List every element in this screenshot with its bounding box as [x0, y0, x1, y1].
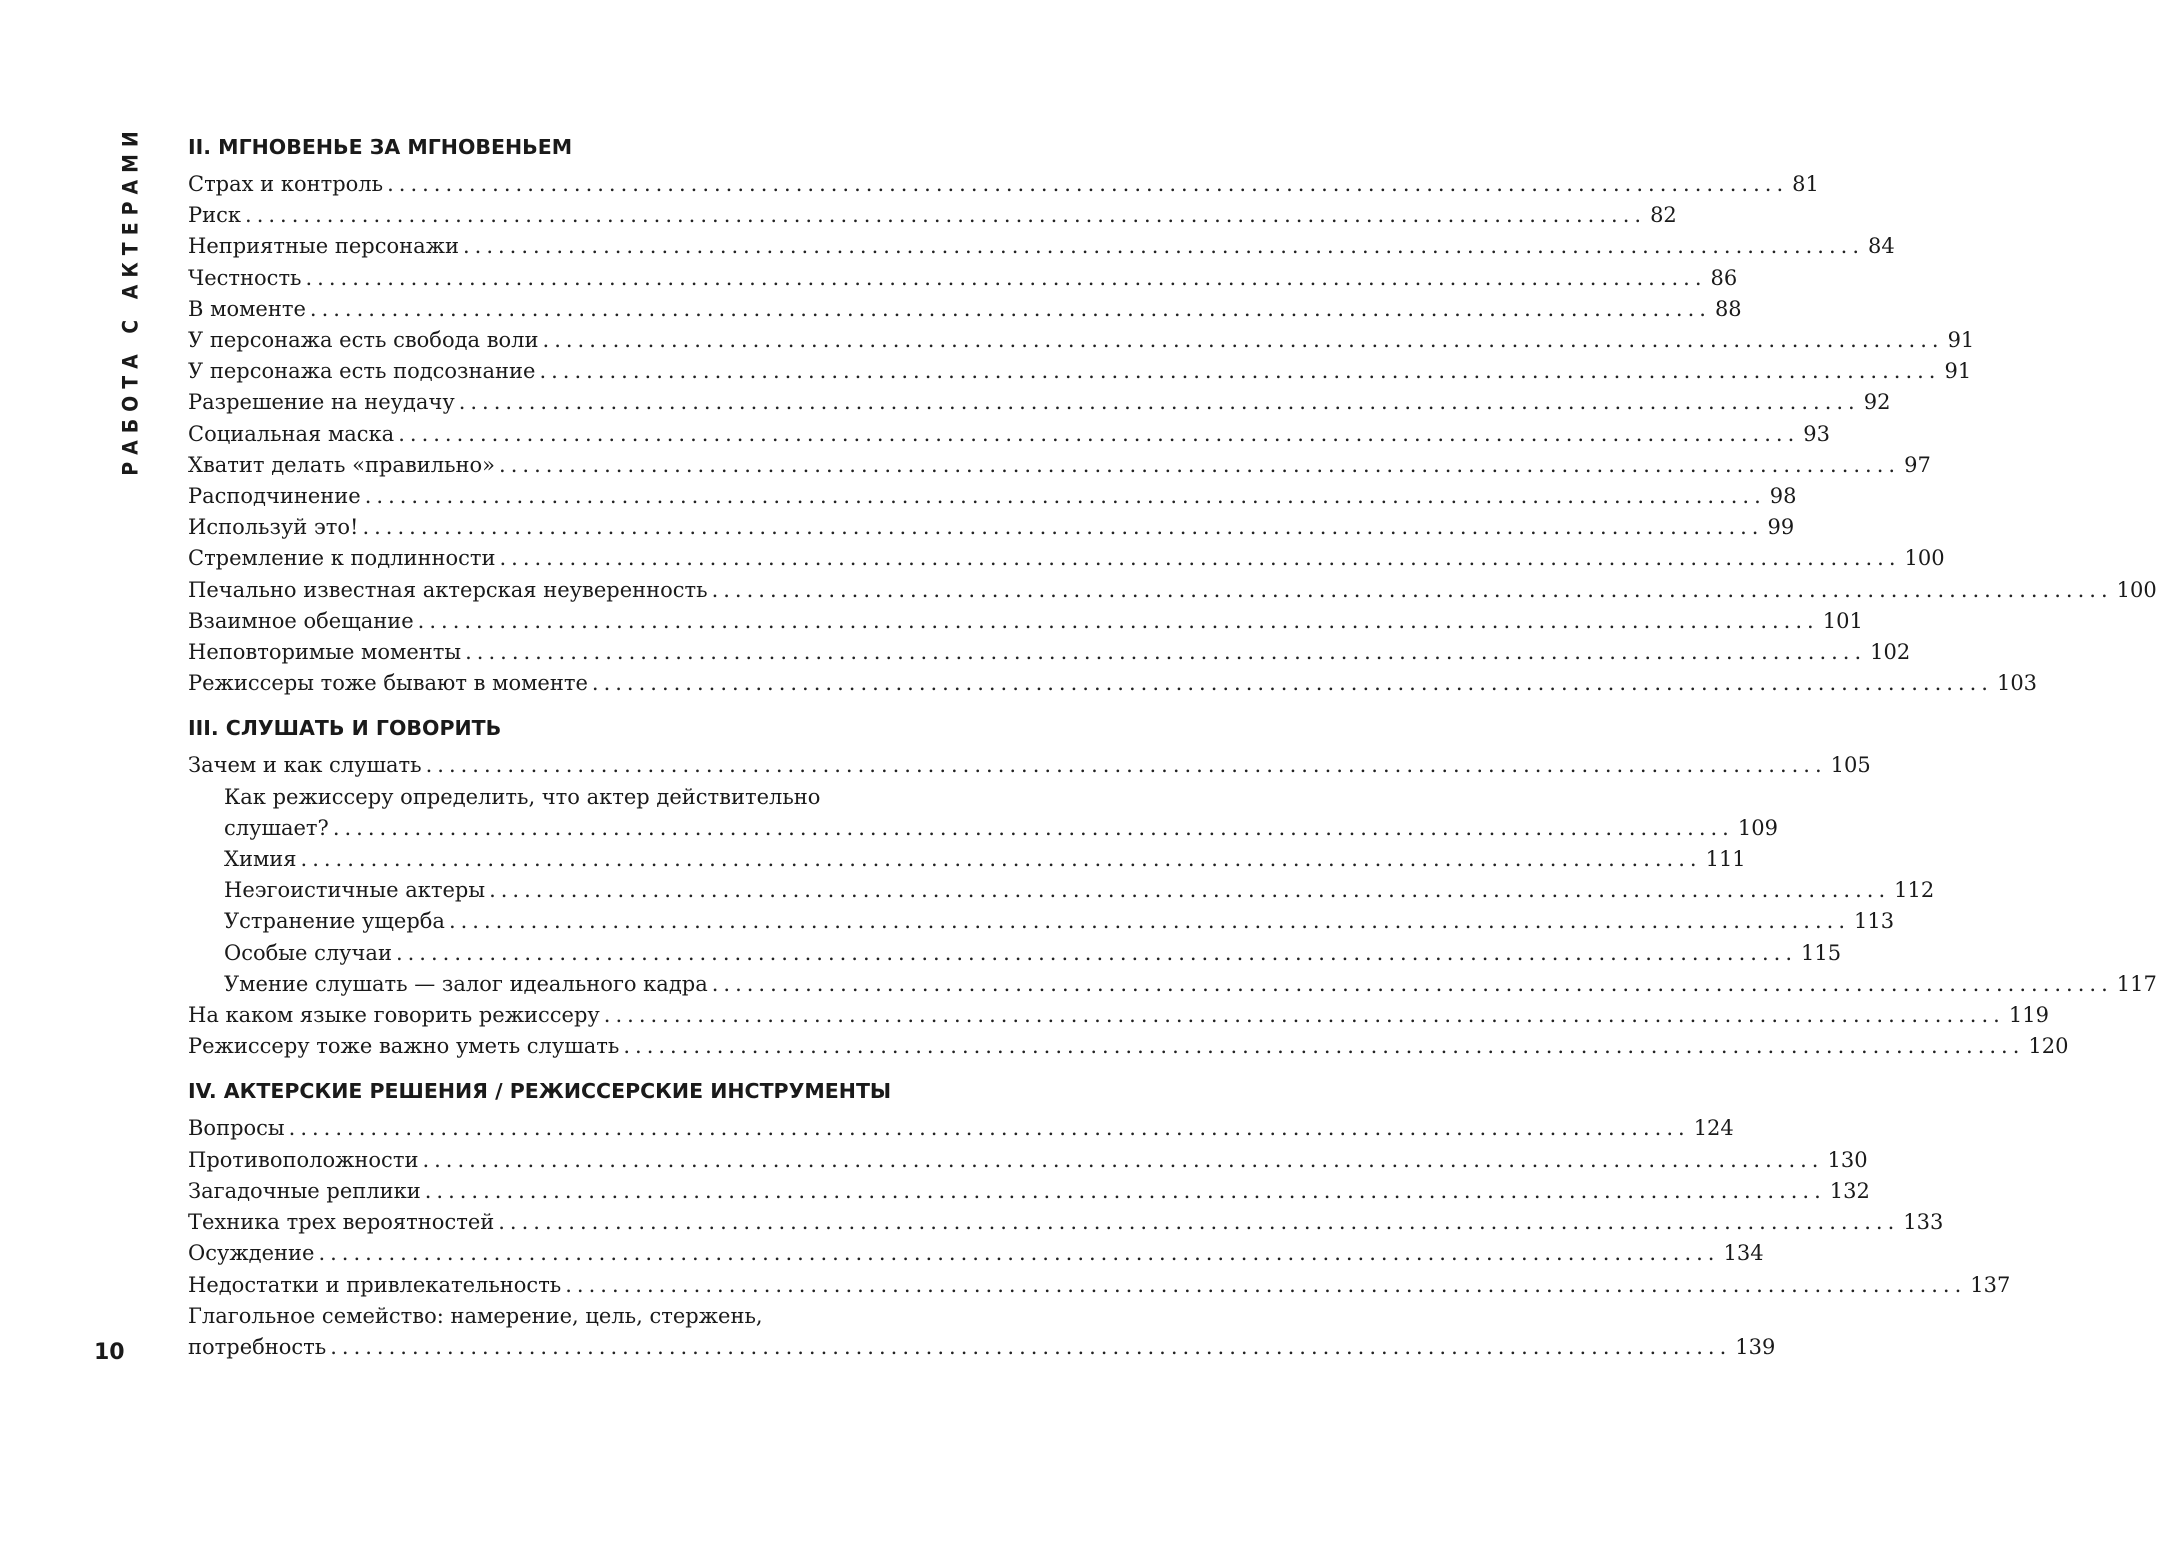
entry-title: В моменте [188, 296, 306, 321]
entry-title-line: Глагольное семейство: намерение, цель, стержень, [188, 1303, 763, 1328]
toc-entry [188, 1270, 2011, 1301]
toc-section [188, 713, 2157, 1062]
dot-leader: ........................................................................................................................ [542, 328, 1944, 353]
entry-title: Особые случаи [224, 940, 392, 965]
entry-row [188, 200, 1677, 231]
dot-leader: ........................................................................................................................ [300, 847, 1702, 872]
entry-page-number: 99 [1767, 515, 1795, 540]
entry-page-number: 93 [1803, 421, 1830, 446]
entry-row [188, 606, 1863, 637]
toc-entry [188, 512, 1795, 543]
dot-leader: ........................................................................................................................ [591, 671, 1993, 696]
entry-row [224, 938, 1842, 969]
toc-entry [188, 1031, 2069, 1062]
entry-page-number: 103 [1996, 671, 2038, 696]
entry-row [188, 637, 1911, 668]
entry-title: Недостатки и привлекательность [188, 1272, 562, 1297]
entry-page-number: 134 [1723, 1241, 1764, 1266]
entry-title: Риск [188, 203, 242, 228]
entry-title: Стремление к подлинности [188, 546, 496, 571]
dot-leader: ........................................................................................................................ [565, 1272, 1967, 1297]
dot-leader: ........................................................................................................................ [364, 484, 1766, 509]
dot-leader: ........................................................................................................................ [499, 546, 1901, 571]
entry-page-number: 84 [1868, 234, 1895, 259]
entry-title: У персонажа есть подсознание [188, 359, 536, 384]
table-of-contents [188, 132, 2157, 1377]
toc-entry [188, 325, 1975, 356]
toc-entry [188, 231, 1895, 262]
dot-leader: ........................................................................................................................ [330, 1334, 1732, 1359]
entry-page-number: 82 [1650, 203, 1677, 228]
entry-page-number: 105 [1830, 753, 1871, 778]
dot-leader: ........................................................................................................................ [417, 608, 1819, 633]
entry-title: Режиссеры тоже бывают в моменте [188, 671, 588, 696]
entry-page-number: 119 [2008, 1003, 2049, 1028]
entry-title: Неприятные персонажи [188, 234, 459, 259]
entry-row [188, 1176, 1870, 1207]
toc-subentry [188, 844, 1746, 875]
entry-row [188, 356, 1972, 387]
entry-page-number: 81 [1792, 172, 1819, 196]
entry-title: Неэгоистичные актеры [224, 878, 486, 903]
entry-page-number: 98 [1769, 484, 1797, 509]
entry-title: Умение слушать — залог идеального кадра [224, 971, 708, 996]
toc-subentry [188, 782, 1778, 844]
toc-entry [188, 1207, 1944, 1238]
dot-leader: ........................................................................................................................ [309, 296, 1711, 321]
dot-leader: ........................................................................................................................ [398, 421, 1800, 446]
dot-leader: ........................................................................................................................ [711, 577, 2113, 602]
dot-leader: ........................................................................................................................ [305, 265, 1707, 290]
entry-title: Вопросы [188, 1116, 285, 1141]
entry-title: Осуждение [188, 1241, 315, 1266]
toc-entry [188, 169, 1819, 200]
entry-page-number: 101 [1822, 608, 1863, 633]
entry-page-number: 100 [1904, 546, 1945, 571]
entry-row [188, 325, 1975, 356]
section-title: II. МГНОВЕНЬЕ ЗА МГНОВЕНЬЕМ [188, 135, 573, 159]
entry-title: На каком языке говорить режиссеру [188, 1003, 600, 1028]
dot-leader: ........................................................................................................................ [448, 909, 1850, 934]
entry-page-number: 86 [1710, 265, 1738, 290]
entry-row [188, 231, 1895, 262]
entry-page-number: 113 [1854, 909, 1895, 934]
entry-page-number: 88 [1714, 296, 1742, 321]
toc-entry [188, 387, 1891, 418]
entry-title: Режиссеру тоже важно уметь слушать [188, 1034, 620, 1059]
toc-entry [188, 1176, 1870, 1207]
toc-subentry [188, 938, 1842, 969]
section-title: IV. АКТЕРСКИЕ РЕШЕНИЯ / РЕЖИССЕРСКИЕ ИНСТРУМЕНТЫ [188, 1079, 892, 1104]
entry-row [224, 844, 1746, 875]
dot-leader: ........................................................................................................................ [623, 1034, 2025, 1059]
entry-page-number: 139 [1735, 1334, 1776, 1359]
entry-title: Неповторимые моменты [188, 640, 462, 665]
entry-title: Используй это! [188, 515, 359, 540]
entry-page-number: 102 [1870, 640, 1911, 665]
entry-title: Страх и контроль [188, 172, 384, 196]
entry-page-number: 133 [1903, 1210, 1944, 1235]
entry-title: Противоположности [188, 1147, 419, 1172]
entry-row [188, 1145, 1868, 1176]
toc-entry [188, 450, 1931, 481]
entry-page-number: 132 [1829, 1178, 1870, 1203]
entry-row [188, 1270, 2011, 1301]
entry-row [188, 1207, 1944, 1238]
entry-row [188, 387, 1891, 418]
dot-leader: ........................................................................................................................ [498, 1210, 1900, 1235]
entry-row [188, 263, 1738, 294]
entry-row [224, 875, 1935, 906]
entry-title: Загадочные реплики [188, 1178, 421, 1203]
dot-leader: ........................................................................................................................ [539, 359, 1941, 384]
entry-row [224, 906, 1895, 937]
page-number: 10 [94, 1340, 125, 1365]
entry-row [188, 1000, 2049, 1031]
dot-leader: ........................................................................................................................ [422, 1147, 1824, 1172]
entry-title: Зачем и как слушать [188, 753, 422, 778]
dot-leader: ........................................................................................................................ [424, 1178, 1826, 1203]
dot-leader: ........................................................................................................................ [395, 940, 1797, 965]
entry-row [188, 575, 2157, 606]
entry-row [224, 813, 1778, 844]
entry-row [188, 1113, 1734, 1144]
dot-leader: ........................................................................................................................ [332, 815, 1734, 840]
entry-title-line: Как режиссеру определить, что актер действительно [224, 784, 821, 809]
entry-title: Разрешение на неудачу [188, 390, 455, 415]
dot-leader: ........................................................................................................................ [245, 203, 1647, 228]
dot-leader: ........................................................................................................................ [458, 390, 1860, 415]
entry-page-number: 97 [1904, 452, 1931, 477]
toc-entry [188, 294, 1742, 325]
toc-section [188, 1076, 2011, 1363]
dot-leader: ........................................................................................................................ [489, 878, 1891, 903]
toc-entry [188, 575, 2157, 606]
entry-row [188, 543, 1945, 574]
entry-row [188, 750, 1871, 781]
dot-leader: ........................................................................................................................ [499, 452, 1901, 477]
toc-entry [188, 263, 1738, 294]
dot-leader: ........................................................................................................................ [711, 971, 2113, 996]
entry-page-number: 115 [1801, 940, 1842, 965]
entry-row [188, 1031, 2069, 1062]
toc-entry [188, 1238, 1764, 1269]
toc-entry [188, 637, 1911, 668]
entry-page-number: 91 [1947, 328, 1975, 353]
entry-title: Печально известная актерская неуверенность [188, 577, 708, 602]
section-title: III. СЛУШАТЬ И ГОВОРИТЬ [188, 716, 502, 741]
toc-subentry [188, 906, 1895, 937]
running-head [96, 124, 166, 476]
entry-page-number: 111 [1705, 847, 1746, 872]
toc-entry [188, 1000, 2049, 1031]
entry-page-number: 92 [1863, 390, 1891, 415]
entry-row [188, 419, 1830, 450]
entry-page-number: 137 [1970, 1272, 2011, 1297]
entry-title: Хватит делать «правильно» [188, 452, 496, 477]
entry-row [224, 969, 2157, 1000]
toc-entry [188, 419, 1830, 450]
dot-leader: ........................................................................................................................ [318, 1241, 1720, 1266]
entry-page-number: 112 [1894, 878, 1935, 903]
dot-leader: ........................................................................................................................ [425, 753, 1827, 778]
toc-subentry [188, 969, 2157, 1000]
toc-entry [188, 750, 1871, 781]
entry-row [188, 512, 1795, 543]
toc-entry [188, 481, 1797, 512]
entry-title: Расподчинение [188, 484, 361, 509]
entry-page-number: 124 [1693, 1116, 1734, 1141]
dot-leader: ........................................................................................................................ [387, 172, 1789, 196]
entry-title: Техника трех вероятностей [188, 1210, 495, 1235]
entry-page-number: 117 [2116, 971, 2157, 996]
toc-section [188, 132, 2157, 699]
toc-entry [188, 1113, 1734, 1144]
running-head-text: РАБОТА С АКТЕРАМИ [119, 124, 144, 476]
entry-page-number: 130 [1827, 1147, 1868, 1172]
entry-title: У персонажа есть свобода воли [188, 328, 539, 353]
toc-entry [188, 606, 1863, 637]
entry-title: Честность [188, 265, 302, 290]
toc-entry [188, 543, 1945, 574]
entry-title: Устранение ущерба [224, 909, 445, 934]
entry-title: Взаимное обещание [188, 608, 414, 633]
entry-title: Химия [224, 847, 297, 872]
toc-entry [188, 1145, 1868, 1176]
entry-row [188, 481, 1797, 512]
entry-row [188, 668, 2038, 699]
entry-row [188, 1238, 1764, 1269]
dot-leader: ........................................................................................................................ [288, 1116, 1690, 1141]
dot-leader: ........................................................................................................................ [362, 515, 1764, 540]
entry-page-number: 109 [1737, 815, 1778, 840]
entry-page-number: 100 [2116, 577, 2157, 602]
entry-title: потребность [188, 1334, 327, 1359]
entry-page-number: 91 [1944, 359, 1972, 384]
entry-row [188, 1332, 1776, 1363]
dot-leader: ........................................................................................................................ [462, 234, 1865, 259]
entry-row [188, 450, 1931, 481]
dot-leader: ........................................................................................................................ [603, 1003, 2005, 1028]
toc-subentry [188, 875, 1935, 906]
entry-row [188, 169, 1819, 200]
toc-entry [188, 1301, 1776, 1363]
toc-entry [188, 356, 1972, 387]
entry-page-number: 120 [2028, 1034, 2069, 1059]
toc-entry [188, 200, 1677, 231]
entry-title: слушает? [224, 815, 329, 840]
toc-entry [188, 668, 2038, 699]
entry-row [188, 294, 1742, 325]
dot-leader: ........................................................................................................................ [465, 640, 1867, 665]
entry-title: Социальная маска [188, 421, 395, 446]
